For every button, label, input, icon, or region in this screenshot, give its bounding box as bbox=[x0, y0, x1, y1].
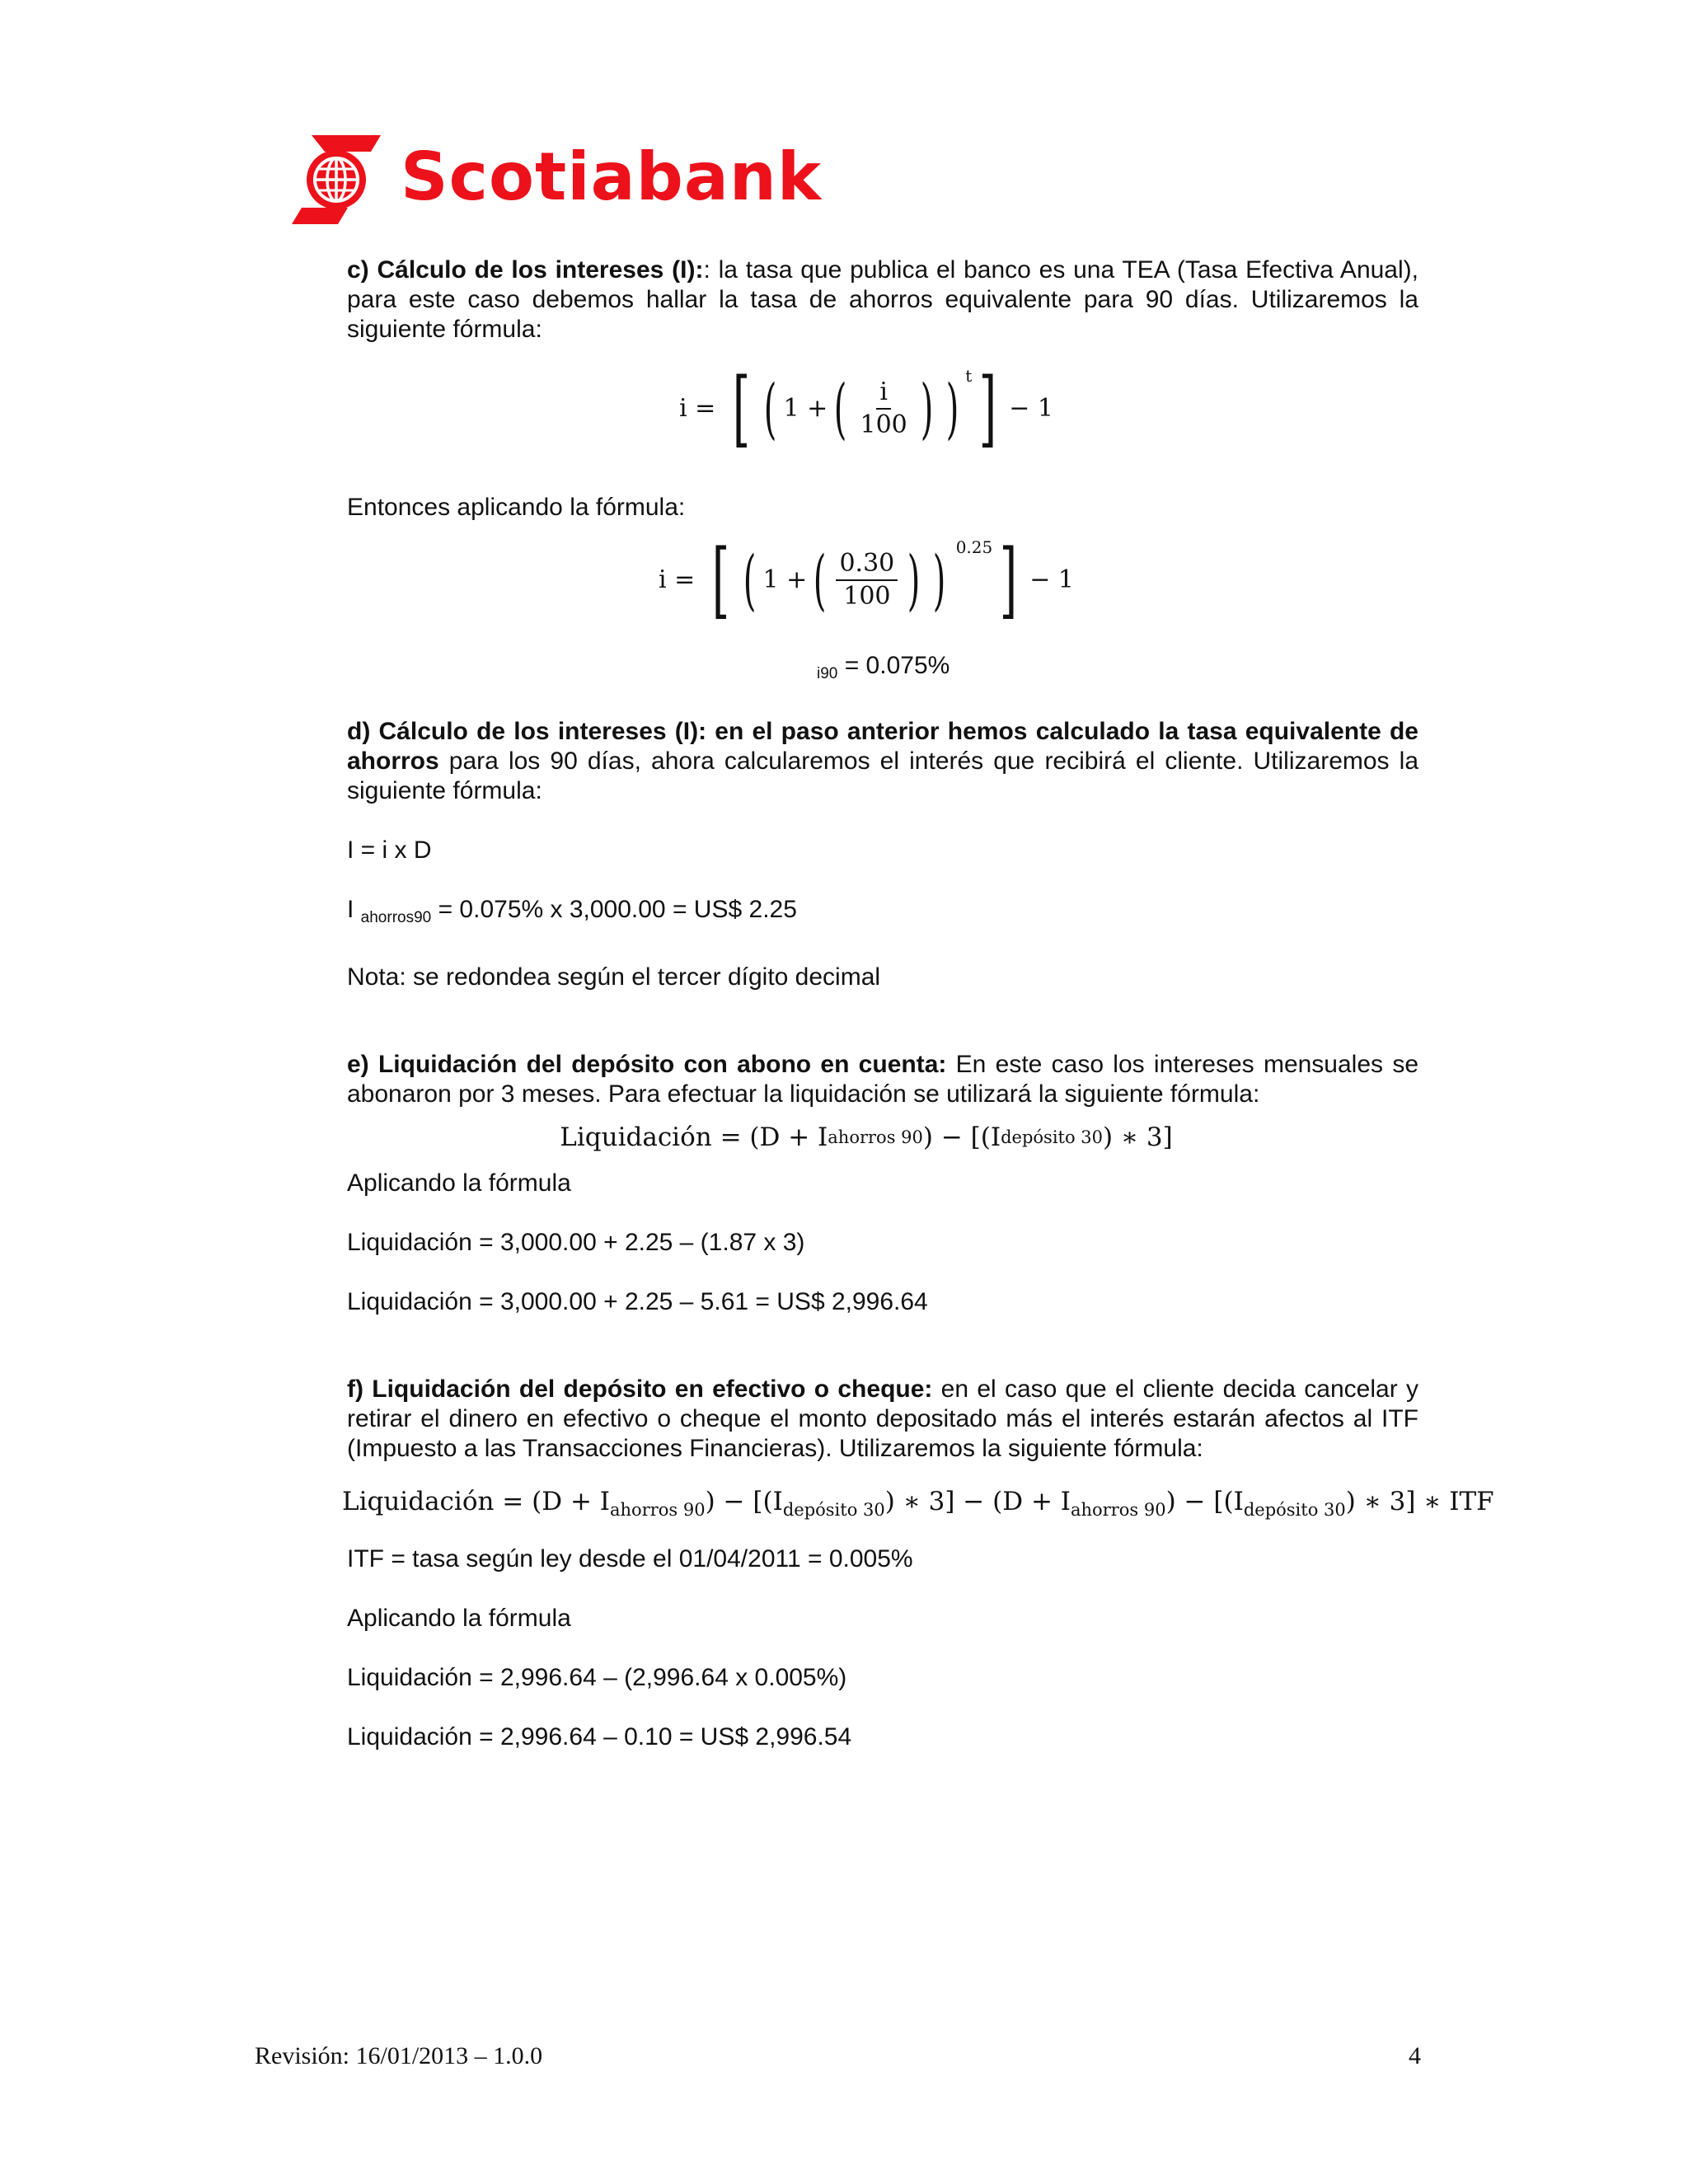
section-e-paragraph bbox=[347, 1050, 1418, 1109]
formula-exponent: 0.25 bbox=[955, 537, 993, 557]
page-footer bbox=[255, 2042, 1421, 2070]
formula-liquidation-account: Liquidación = (D + I ahorros 90 ) − [(I depósito 30 ) ∗ 3] bbox=[560, 1122, 1173, 1152]
revision-label: Revisión: 16/01/2013 – 1.0.0 bbox=[255, 2042, 543, 2069]
document-body bbox=[342, 255, 1494, 1752]
interest-calculation: I $_{ahorros90}$ = 0.075% x 3,000.00 = US$ 2.25 bbox=[347, 896, 797, 926]
apply-label-f: Aplicando la fórmula bbox=[347, 1605, 571, 1632]
logo-wordmark: Scotiabank bbox=[401, 138, 823, 215]
liquidation-calc-f-1: Liquidación = 2,996.64 – (2,996.64 x 0.005%) bbox=[347, 1664, 847, 1691]
scotiabank-s-globe-icon bbox=[290, 134, 382, 226]
liquidation-calc-f-2: Liquidación = 2,996.64 – 0.10 = US$ 2,996.54 bbox=[347, 1723, 852, 1750]
formula-exponent: t bbox=[965, 366, 973, 386]
section-c-paragraph bbox=[347, 255, 1418, 344]
liquidation-calc-e-1: Liquidación = 3,000.00 + 2.25 – (1.87 x 3) bbox=[347, 1229, 805, 1256]
section-c-body: : la tasa que publica el banco es una TEA (Tasa Efectiva Anual), para este caso debemos hallar la tasa de ahorros equivalente para 90 días. Utilizaremos la siguiente fórmula: bbox=[347, 256, 1418, 343]
section-f-paragraph bbox=[347, 1375, 1418, 1464]
apply-label-e: Aplicando la fórmula bbox=[347, 1169, 571, 1197]
interest-formula: I = i x D bbox=[347, 837, 432, 864]
formula-liquidation-cash: Liquidación = $(D + I_{ahorros 90}) - [(I_{depósito 30})$ ∗ $3] - (D + I_{ahorros 90}) - [(I_{depósito 30})$ ∗ 3] ∗ ITF bbox=[342, 1487, 1494, 1520]
rounding-note: Nota: se redondea según el tercer dígito decimal bbox=[347, 963, 881, 991]
formula-equivalent-rate-applied: i = [ ( 1 + ( $\frac{0.30}{100}$ ) ) 0.25 ] − 1 bbox=[658, 532, 1075, 628]
page-number: 4 bbox=[1409, 2042, 1421, 2069]
section-f-body: en el caso que el cliente decida cancelar y retirar el dinero en efectivo o cheque el monto depositado más el interés estarán afectos al ITF (Impuesto a las Transacciones Financieras). Utilizaremos la siguiente fórmula: bbox=[347, 1376, 1418, 1462]
scotiabank-logo bbox=[290, 134, 822, 226]
section-e-body: En este caso los intereses mensuales se abonaron por 3 meses. Para efectuar la liquidación se utilizará la siguiente fórmula: bbox=[347, 1051, 1418, 1108]
section-e-heading: e) Liquidación del depósito con abono en cuenta: bbox=[347, 1051, 947, 1078]
equivalent-rate-result: $_{i90}$ = 0.075% bbox=[817, 652, 950, 682]
section-f-heading: f) Liquidación del depósito en efectivo o cheque: bbox=[347, 1376, 933, 1403]
formula-equivalent-rate: i = [ ( 1 + ( $\frac{i}{100}$ ) ) t ] − 1 bbox=[678, 360, 1054, 457]
section-c-heading: c) Cálculo de los intereses (I): bbox=[347, 256, 704, 284]
apply-text: Entonces aplicando la fórmula: bbox=[347, 494, 686, 521]
itf-rate: ITF = tasa según ley desde el 01/04/2011 = 0.005% bbox=[347, 1545, 913, 1572]
section-d-paragraph bbox=[347, 717, 1418, 806]
liquidation-calc-e-2: Liquidación = 3,000.00 + 2.25 – 5.61 = US$ 2,996.64 bbox=[347, 1288, 928, 1315]
section-d-body: para los 90 días, ahora calcularemos el interés que recibirá el cliente. Utilizaremos la siguiente fórmula: bbox=[347, 748, 1418, 804]
section-d-heading: d) Cálculo de los intereses (I): en el paso anterior hemos calculado la tasa equivalente de ahorros bbox=[347, 718, 1418, 775]
